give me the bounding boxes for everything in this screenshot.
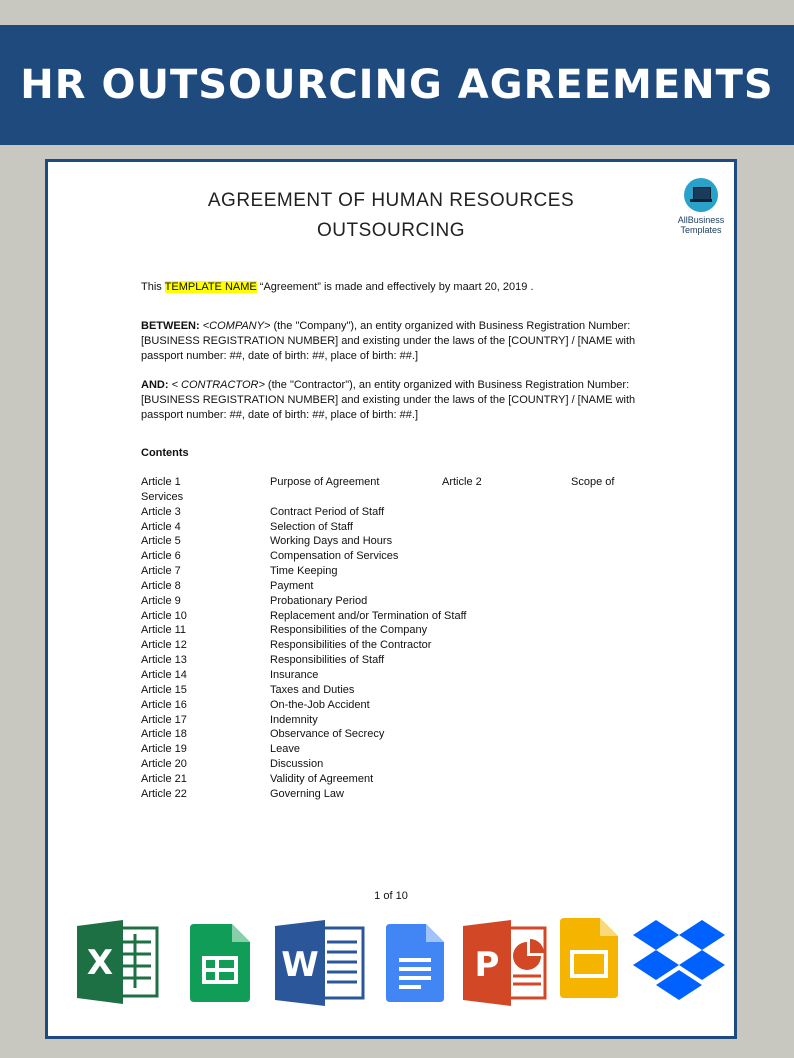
toc-article-title: Time Keeping [270,565,338,578]
toc-row: Article 1 Purpose of Agreement Article 2 Scope of [141,476,615,488]
toc-article-title: Responsibilities of the Company [270,624,428,637]
toc-row [141,638,661,653]
toc-row [141,787,661,802]
toc-row [141,653,661,668]
toc-article-number: Article 5 [141,535,181,548]
toc-article-number: Article 17 [141,713,187,726]
toc-article-title: Discussion [270,758,324,771]
toc-article-number: Article 6 [141,550,181,563]
toc-article-number: Article 20 [141,758,187,771]
toc-article-number: Article 22 [141,787,187,800]
logo-line-2: Templates [680,225,722,235]
toc-article-number: Article 4 [141,520,181,533]
toc-row [141,727,661,742]
app-icons-bar [0,916,794,1016]
between-paragraph: BETWEEN: <COMPANY> (the "Company"), an entity organized with Business Registration Number: [BUSINESS REGISTRATION NUMBER] and existing under the laws of the [COUNTRY] / [NAME with passport number: ##, date of birth: ##, place of birth: ##.] [141,320,636,362]
toc-article-title: Insurance [270,668,319,681]
document-title-line-1: AGREEMENT OF HUMAN RESOURCES [207,190,575,211]
document-page [45,159,737,1039]
toc-article-number: Article 18 [141,728,187,741]
toc-article-title: Responsibilities of the Contractor [270,639,432,652]
toc-article-number: Article 9 [141,594,181,607]
toc-article-number: Article 13 [141,654,187,667]
toc-article-number: Article 3 [141,505,181,518]
toc-row [141,534,661,549]
toc-row [141,713,661,728]
toc-article-title: Responsibilities of Staff [270,654,385,667]
contractor-placeholder: < CONTRACTOR> [171,379,265,391]
toc-article-title: Leave [270,743,300,756]
company-placeholder: <COMPANY> [202,320,271,332]
toc-article-number: Article 16 [141,698,187,711]
document-title [48,186,734,246]
toc-row [141,668,661,683]
toc-article-number: Article 14 [141,668,187,681]
contents-heading: Contents [141,447,189,459]
banner-title: HR OUTSOURCING AGREEMENTS [20,62,774,108]
google-docs-icon [386,924,444,1002]
page-indicator: 1 of 10 [374,890,408,902]
toc-row [141,505,661,520]
svg-text:P: P [474,945,500,985]
toc-row [141,564,661,579]
word-icon [275,920,367,1006]
svg-text:X: X [86,943,114,983]
toc-article-number: Article 15 [141,683,187,696]
document-title-line-2: OUTSOURCING [317,220,465,241]
toc-row [141,579,661,594]
toc-row [141,520,661,535]
title-banner [0,25,794,145]
toc-row [141,698,661,713]
powerpoint-icon [463,920,547,1006]
google-sheets-icon [190,924,250,1002]
logo-line-1: AllBusiness [677,215,725,225]
toc-article-title: Selection of Staff [270,520,353,533]
table-of-contents [141,475,661,802]
and-paragraph: AND: < CONTRACTOR> (the "Contractor"), an entity organized with Business Registration Number: [BUSINESS REGISTRATION NUMBER] and existing under the laws of the [COUNTRY] / [NAME with passport number: ##, date of birth: ##, place of birth: ##.] [141,379,636,421]
toc-row [141,594,661,609]
toc-article-title: Indemnity [270,713,318,726]
toc-row [141,757,661,772]
intro-paragraph: This TEMPLATE NAME “Agreement” is made and effectively by maart 20, 2019 . [141,281,534,293]
toc-article-title: Observance of Secrecy [270,728,385,741]
toc-article-number: Article 21 [141,772,187,785]
toc-article-number: Article 19 [141,743,187,756]
toc-row [141,623,661,638]
toc-article-title: On-the-Job Accident [270,698,370,711]
toc-article-number: Article 7 [141,565,181,578]
toc-article-number: Article 12 [141,639,187,652]
toc-article-number: Article 8 [141,579,181,592]
toc-row [141,742,661,757]
toc-article-title: Governing Law [270,787,344,800]
toc-article-number: Article 10 [141,609,187,622]
toc-article-number: Article 11 [141,624,187,637]
between-label: BETWEEN: [141,320,200,332]
toc-article-title: Taxes and Duties [270,683,355,696]
google-slides-icon [560,918,618,998]
toc-article-title: Replacement and/or Termination of Staff [270,609,467,622]
template-name-highlight: TEMPLATE NAME [164,281,257,293]
toc-row [141,549,661,564]
dropbox-icon [632,920,726,1006]
toc-row [141,772,661,787]
toc-article-title: Validity of Agreement [270,772,374,785]
toc-row [141,683,661,698]
and-label: AND: [141,379,169,391]
svg-text:W: W [281,945,319,985]
excel-icon [77,920,161,1004]
toc-article-title: Payment [270,579,314,592]
toc-row: Services [141,490,184,503]
toc-row [141,609,661,624]
toc-article-title: Probationary Period [270,594,368,607]
toc-article-title: Contract Period of Staff [270,505,385,518]
toc-article-title: Compensation of Services [270,550,399,563]
toc-article-title: Working Days and Hours [270,535,393,548]
